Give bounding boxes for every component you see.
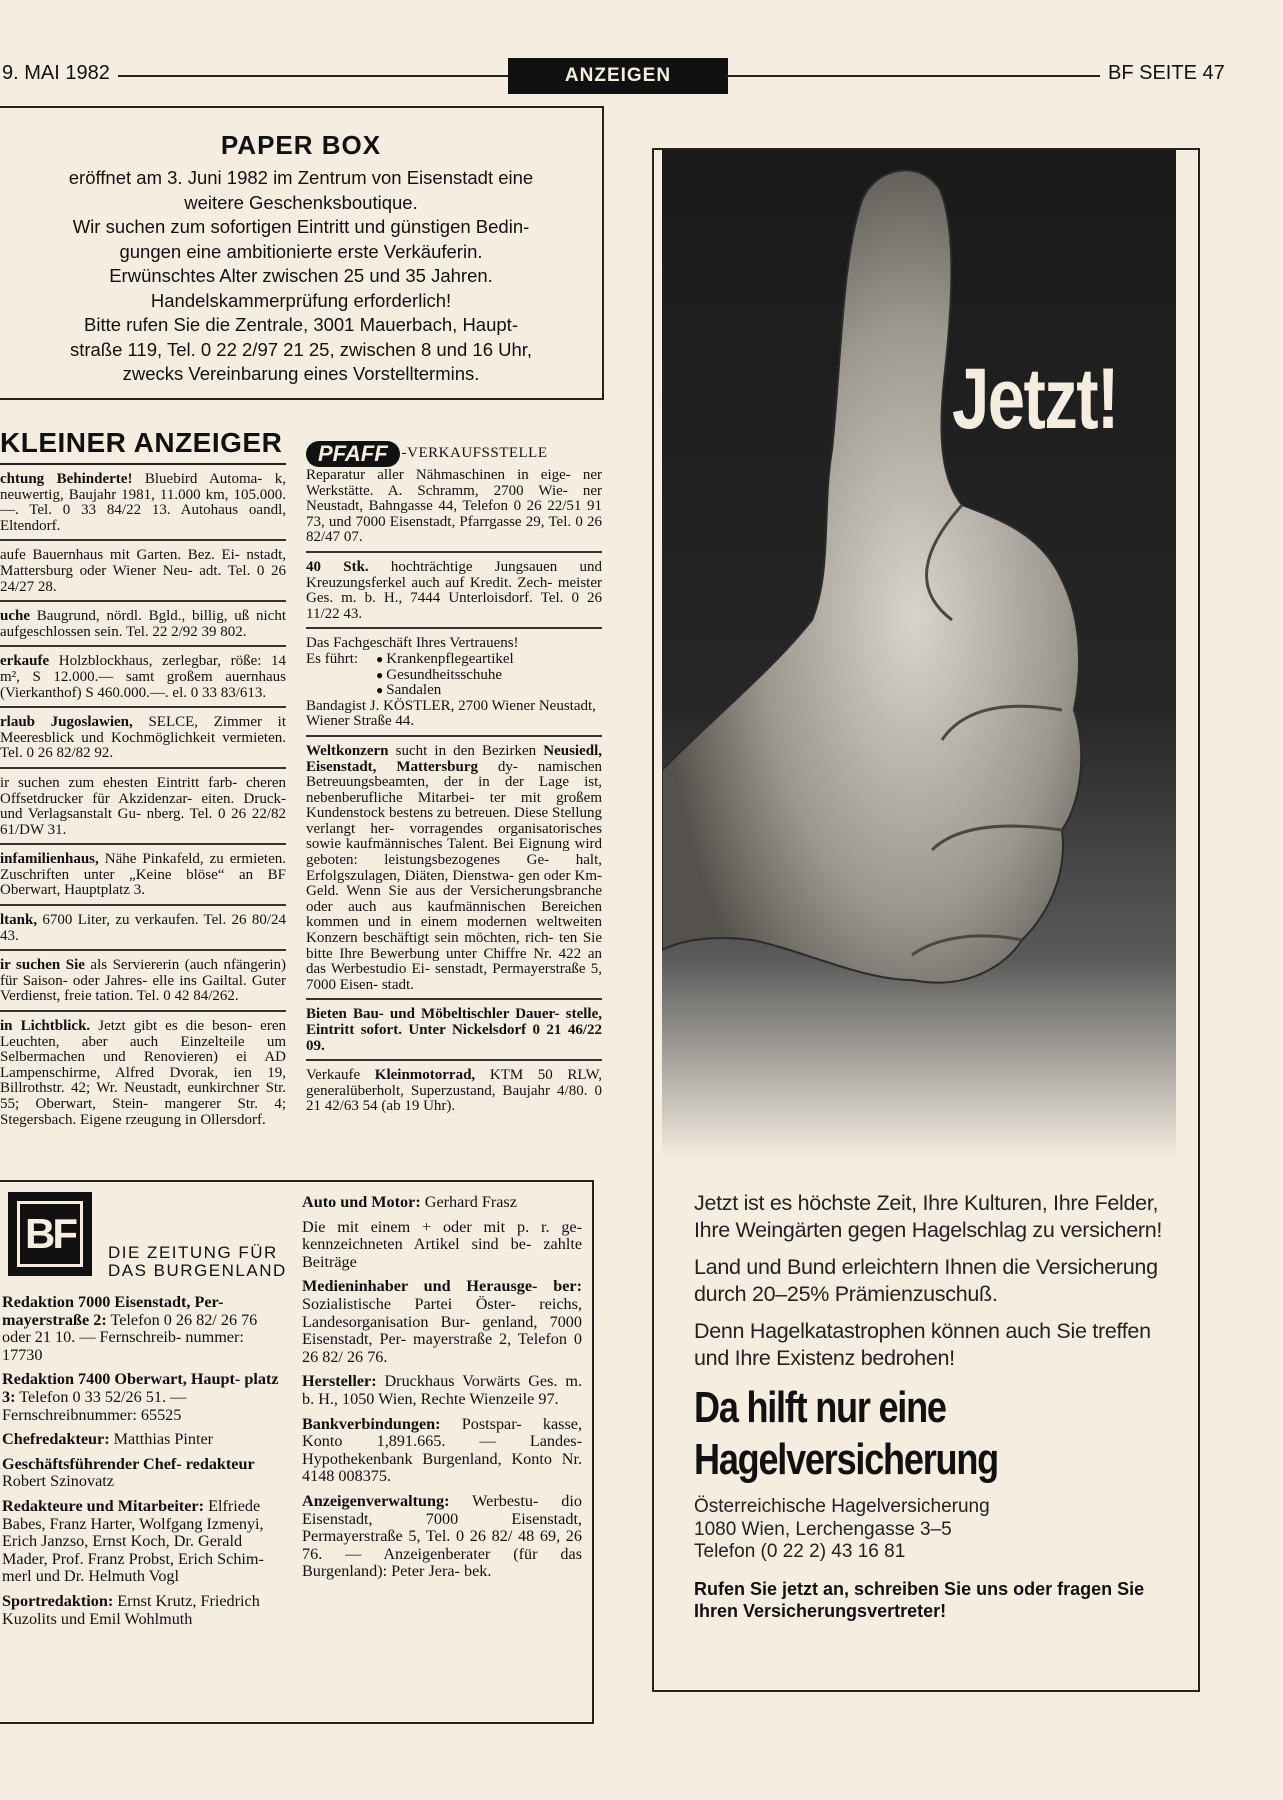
hail-ad-paragraph: Jetzt ist es höchste Zeit, Ihre Kulturen, Ihre Felder, Ihre Weingärten gegen Hagelschlag zu versichern! [694,1191,1163,1242]
ad-lead: infamilienhaus, [0,851,99,868]
paper-box-title: PAPER BOX [220,130,382,160]
cta-line: Ihren Versicherungsvertreter! [694,1600,947,1621]
pfaff-header [306,441,602,467]
impressum-entry-body: Gerhard Frasz [420,1193,517,1211]
ad-text: SELCE, Zimmer it Meeresblick und Kochmöglichkeit vermieten. Tel. 0 26 82/82 92. [0,714,286,762]
ad-lead: rlaub Jugoslawien, [0,714,133,731]
ad-slogan: Jetzt! [952,351,1118,447]
hail-ad-paragraph: Denn Hagelkatastrophen können auch Sie treffen und Ihre Existenz bedrohen! [694,1319,1151,1370]
pigs-ad [306,557,602,629]
impressum-entry-body: Die mit einem + oder mit p. r. ge- kennzeichneten Artikel sind be- zahlte Beiträge [302,1217,582,1271]
impressum-entry [302,1219,582,1272]
bandagist-ad [306,633,602,737]
impressum-entry-head: Chefredakteur: [2,1430,110,1449]
impressum-entry-body: Ernst Krutz, Friedrich Kuzolits und Emil Wohlmuth [2,1591,260,1628]
ad-text: als Serviererin (auch nfängerin) für Saison- oder Jahres- elle ins Gailtal. Guter Verdienst, freie tation. Tel. 0 42 84/262. [0,957,287,1005]
pfaff-suffix: -VERKAUFSSTELLE [401,445,548,462]
impressum-right-column [302,1194,582,1588]
bandagist-item: ● Krankenpflegeartikel [376,652,602,668]
impressum-left-column [2,1294,282,1635]
classified-ad [0,712,286,769]
impressum-entry-body: Postspar- kasse, Konto 1,891.665. — Landes- Hypothekenbank Burgenland, Konto Nr. 4148 008375. [302,1414,582,1486]
ad-lead: uche [0,608,30,625]
header-rule-right [726,75,1100,77]
impressum-entry-head: Geschäftsführender Chef- redakteur [2,1454,255,1473]
bandagist-item: ● Sandalen [376,683,602,699]
ad-text: ir suchen zum ehesten Eintritt farb- cheren Offsetdrucker für Akzidenzar- eiten. Druck- und Verlagsanstalt Gu- nberg. Tel. 0 26 22/82 61/DW 31. [0,774,286,838]
bf-tagline-line: DAS BURGENLAND [108,1261,287,1280]
bandagist-heading: Das Fachgeschäft Ihres Vertrauens! [306,635,519,652]
hail-insurance-ad [652,148,1200,1692]
hail-ad-contact [694,1496,1174,1564]
issue-date: 9. MAI 1982 [2,62,110,84]
paper-box-line: Erwünschtes Alter zwischen 25 und 35 Jahren. [109,265,493,286]
kleiner-anzeiger-column [0,426,286,1137]
ad-bold-text: Neusiedl, Eisenstadt, Mattersburg [306,742,602,775]
paper-box-line: Bitte rufen Sie die Zentrale, 3001 Mauerbach, Haupt- [84,314,518,335]
impressum-entry [302,1194,582,1212]
classified-ad [0,469,286,541]
thumbs-up-photo [662,150,1176,1160]
ad-text: 6700 Liter, zu verkaufen. Tel. 26 80/24 43. [0,912,286,944]
ad-lead: ir suchen Sie [0,957,85,974]
impressum-entry-body: Robert Szinovatz [2,1472,114,1491]
bf-logo-text: BF [17,1201,83,1267]
impressum-entry-body: Elfriede Babes, Franz Harter, Wolfgang Izmenyi, Erich Janzso, Ernst Koch, Dr. Gerald Mader, Prof. Franz Probst, Erich Schim- merl und Dr. Helmuth Vogl [2,1496,264,1586]
ad-lead: 40 Stk. [306,558,369,575]
ad-text: sucht in den Bezirken [388,742,544,759]
header-rule-left [118,75,508,77]
section-label: ANZEIGEN [508,58,728,94]
classified-ad [0,849,286,906]
ad-text: Nähe Pinkafeld, zu ermieten. Zuschriften unter „Keine blöse“ an BF Oberwart, Hauptplatz 3. [0,851,286,899]
pfaff-text: Reparatur aller Nähmaschinen in eige- ner Werkstätte. A. Schramm, 2700 Wie- ner Neustadt, Bahngasse 44, Telefon 0 26 22/51 91 73, und 7000 Eisenstadt, Pfarrgasse 29, Tel. 0 26 82/47 07. [306,467,602,546]
cta-line: Rufen Sie jetzt an, schreiben Sie uns oder fragen Sie [694,1578,1145,1599]
ad-lead: Weltkonzern [306,742,389,759]
classified-ad [0,651,286,708]
impressum-entry [2,1593,282,1628]
impressum-entry-head: Medieninhaber und Herausge- ber: [302,1277,582,1296]
paper-box-body [20,166,582,387]
page-number: BF SEITE 47 [1108,62,1225,84]
impressum-entry [302,1493,582,1581]
impressum-entry-body: Druckhaus Vorwärts Ges. m. b. H., 1050 Wien, Rechte Wienzeile 97. [302,1372,582,1408]
bandagist-intro: Es führt: [306,650,359,667]
ad-text: dy- namischen Betreuungsbeamten, der in der Lage ist, nebenberufliche Mitarbei- ter mit großem Kundenstock bestens zu betreuen. Diese Stellung verlangt her- vorragendes organisatorisches sowie kaufmännisches Talent. Bei Eignung wird geboten: leistungsbezogenes Ge- halt, Erfolgszulagen, Diäten, Dienstwa- gen oder Km-Geld. Wenn Sie aus der Versicherungsbranche oder auch aus kaufmännischen Bereichen kommen und in einem modernen weltweiten Konzern beschäftigt sein möchten, rich- ten Sie bitte Ihre Bewerbung unter Chiffre Nr. 422 an das Werbestudio Ei- senstadt, Permayerstraße 5, 7000 Eisen- stadt. [306,758,602,993]
moped-ad [306,1065,602,1120]
ad-text: Baugrund, nördl. Bgld., billig, uß nicht aufgeschlossen sein. Tel. 22 2/92 39 802. [0,608,286,640]
pfaff-ad [306,438,602,553]
ad-lead: erkaufe [0,653,50,670]
ad-lead: ltank, [0,912,38,929]
hail-ad-paragraph: Land und Bund erleichtern Ihnen die Versicherung durch 20–25% Prämienzuschuß. [694,1255,1158,1306]
impressum-entry-head: Anzeigenverwaltung: [302,1491,450,1510]
weltkonzern-ad [306,741,602,1001]
page-header [0,58,1240,94]
bf-tagline-line: DIE ZEITUNG FÜR [108,1243,278,1262]
hail-ad-headline [694,1382,1088,1486]
impressum-entry-body: Werbestu- dio Eisenstadt, 7000 Eisenstadt, Permayerstraße 5, Tel. 0 26 82/ 48 69, 26 76. — Anzeigenberater (für das Burgenland): Peter Jera- bek. [302,1491,582,1581]
paper-box-line: Wir suchen zum sofortigen Eintritt und günstigen Bedin- [72,216,530,237]
classified-ad [0,955,286,1012]
ad-text: aufe Bauernhaus mit Garten. Bez. Ei- nstadt, Mattersburg oder Wiener Neu- adt. Tel. 0 26 24/27 28. [0,547,286,595]
bf-logo [8,1192,92,1276]
hail-ad-headline-line: Da hilft nur eine [694,1383,946,1432]
thumbs-up-icon [662,150,1176,1160]
classified-ad [0,773,286,845]
pfaff-logo: PFAFF [306,441,400,467]
ad-text: hochträchtige Jungsauen und Kreuzungsferkel auch auf Kredit. Zech- meister Ges. m. b. H., 7444 Unterloisdorf. Tel. 0 26 11/22 43. [306,558,602,622]
impressum-entry [2,1456,282,1491]
insurer-name: Österreichische Hagelversicherung [694,1496,990,1517]
hail-ad-headline-line: Hagelversicherung [694,1435,998,1484]
ad-text: Holzblockhaus, zerlegbar, röße: 14 m², S 12.000.— samt großem auernhaus (Vierkanthof) S 460.000.—. el. 0 33 83/613. [0,653,286,701]
hail-ad-call-to-action [694,1578,1174,1622]
paper-box-line: gungen eine ambitionierte erste Verkäuferin. [119,240,483,262]
paper-box-line: straße 119, Tel. 0 22 2/97 21 25, zwischen 8 und 16 Uhr, [69,338,533,360]
bandagist-footer: Bandagist J. KÖSTLER, 2700 Wiener Neustadt, Wiener Straße 44. [306,697,596,730]
ad-text: Jetzt gibt es die beson- eren Leuchten, aber auch Einzelteile um Selbermachen und Renovieren) ei AD Lampenschirme, Alfred Dvorak, ien 19, Billrothstr. 42; Wr. Neustadt, eunkirchner Str. 55; Oberwart, Stein- mangerer Str. 4; Stegersbach. Eigene rzeugung in Ollersdorf. [0,1018,286,1128]
impressum-entry-head: Sportredaktion: [2,1591,114,1610]
insurer-phone: Telefon (0 22 2) 43 16 81 [694,1541,906,1562]
ad-text: KTM 50 RLW, generalüberholt, Superzustand, Baujahr 4/80. 0 21 42/63 54 (ab 19 Uhr). [306,1067,603,1115]
middle-classifieds-column [306,438,602,1124]
impressum-entry [2,1431,282,1449]
impressum-entry [2,1371,282,1424]
ad-text: Bluebird Automa- k, neuwertig, Baujahr 1981, 11.000 km, 105.000.—. Tel. 0 33 84/22 13. Autohaus oandl, Eltendorf. [0,471,286,534]
ad-lead: in Lichtblick. [0,1018,91,1035]
impressum-entry [2,1498,282,1586]
impressum-entry-body: Matthias Pinter [109,1430,214,1449]
impressum-entry-head: Hersteller: [302,1372,377,1391]
ad-lead: Kleinmotorrad, [374,1067,476,1084]
bandagist-item: ● Gesundheitsschuhe [376,668,602,684]
classified-ad [0,606,286,647]
kleiner-anzeiger-title: KLEINER ANZEIGER [0,426,286,465]
impressum-entry [302,1278,582,1366]
tischler-ad: Bieten Bau- und Möbeltischler Dauer- stelle, Eintritt sofort. Unter Nickelsdorf 0 21 46/22 09. [306,1004,602,1061]
hail-ad-copy [694,1190,1174,1622]
impressum-entry-head: Redaktion 7000 Eisenstadt, Per- mayerstraße 2: [2,1293,224,1329]
paper-box-line: Handelskammerprüfung erforderlich! [150,289,452,311]
ad-lead: chtung Behinderte! [0,471,133,487]
impressum-entry-body: Telefon 0 26 82/ 26 76 oder 21 10. — Fernschreib- nummer: 17730 [2,1310,258,1364]
paper-box-line: eröffnet am 3. Juni 1982 im Zentrum von Eisenstadt eine [68,167,534,188]
impressum-entry-head: Redaktion 7400 Oberwart, Haupt- platz 3: [2,1370,279,1406]
impressum-entry [302,1416,582,1486]
impressum-entry [2,1294,282,1364]
classified-ad [0,910,286,951]
insurer-address: 1080 Wien, Lerchengasse 3–5 [694,1518,952,1540]
paper-box-ad [0,106,604,400]
impressum-entry-head: Redakteure und Mitarbeiter: [2,1496,205,1515]
impressum-entry-head: Bankverbindungen: [302,1414,441,1433]
paper-box-line: zwecks Vereinbarung eines Vorstelltermins. [122,363,480,384]
impressum-box [0,1180,594,1724]
classified-ad [0,1016,286,1133]
impressum-entry-body: Sozialistische Partei Öster- reichs, Landesorganisation Bur- genland, 7000 Eisenstadt, Per- mayerstraße 2, Telefon 0 26 82/ 26 76. [302,1294,582,1366]
paper-box-line: weitere Geschenksboutique. [184,191,418,213]
bf-tagline [108,1244,287,1280]
ad-text: Verkaufe [306,1067,375,1084]
impressum-entry-head: Auto und Motor: [302,1193,421,1211]
impressum-entry-body: Telefon 0 33 52/26 51. — Fernschreibnummer: 65525 [2,1387,187,1424]
impressum-entry [302,1373,582,1408]
classified-ad [0,545,286,602]
